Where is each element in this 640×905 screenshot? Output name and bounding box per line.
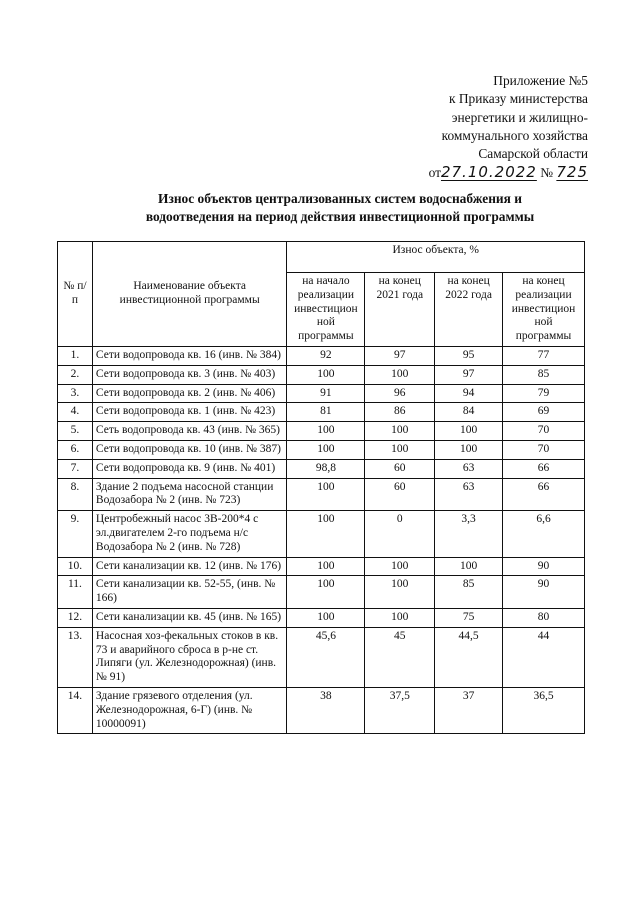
value-2022: 97	[435, 365, 503, 384]
number-prefix: №	[540, 165, 553, 181]
value-start: 100	[287, 576, 365, 609]
value-2021: 37,5	[365, 687, 435, 733]
row-name: Сети водопровода кв. 10 (инв. № 387)	[92, 440, 287, 459]
value-2021: 0	[365, 511, 435, 557]
value-end: 80	[503, 608, 585, 627]
value-start: 100	[287, 365, 365, 384]
value-start: 100	[287, 478, 365, 511]
row-number: 3.	[58, 384, 93, 403]
value-start: 81	[287, 403, 365, 422]
value-2022: 95	[435, 346, 503, 365]
table-row	[58, 459, 585, 478]
value-start: 45,6	[287, 627, 365, 687]
row-number: 13.	[58, 627, 93, 687]
document-title	[60, 190, 620, 226]
table-row	[58, 403, 585, 422]
row-name: Здание 2 подъема насосной станции Водозабора № 2 (инв. № 723)	[92, 478, 287, 511]
value-2021: 100	[365, 422, 435, 441]
row-name: Центробежный насос 3В-200*4 с эл.двигателем 2-го подъема н/с Водозабора № 2 (инв. № 728)	[92, 511, 287, 557]
column-header-start: на начало реализации инвестицион ной программы	[287, 273, 365, 347]
row-name: Сети канализации кв. 12 (инв. № 176)	[92, 557, 287, 576]
row-name: Сети водопровода кв. 2 (инв. № 406)	[92, 384, 287, 403]
row-name: Здание грязевого отделения (ул. Железнодорожная, 6-Г) (инв. № 10000091)	[92, 687, 287, 733]
table-row	[58, 511, 585, 557]
value-end: 85	[503, 365, 585, 384]
value-2022: 100	[435, 422, 503, 441]
column-header-number: № п/п	[58, 242, 93, 347]
value-2022: 63	[435, 459, 503, 478]
table-row	[58, 346, 585, 365]
column-header-name: Наименование объекта инвестиционной программы	[92, 242, 287, 347]
value-end: 70	[503, 440, 585, 459]
value-start: 100	[287, 511, 365, 557]
value-end: 6,6	[503, 511, 585, 557]
value-2021: 100	[365, 440, 435, 459]
value-2022: 85	[435, 576, 503, 609]
value-2022: 37	[435, 687, 503, 733]
row-name: Насосная хоз-фекальных стоков в кв. 73 и аварийного сброса в р-не ст. Липяги (ул. Железнодорожная) (инв. № 91)	[92, 627, 287, 687]
value-end: 36,5	[503, 687, 585, 733]
value-2021: 100	[365, 365, 435, 384]
value-start: 98,8	[287, 459, 365, 478]
order-date-number	[429, 163, 588, 182]
value-start: 100	[287, 440, 365, 459]
value-start: 100	[287, 608, 365, 627]
header-line: к Приказу министерства	[449, 91, 588, 107]
row-number: 1.	[58, 346, 93, 365]
column-header-wear-group: Износ объекта, %	[287, 242, 585, 273]
table-row	[58, 422, 585, 441]
row-number: 10.	[58, 557, 93, 576]
wear-table	[57, 241, 585, 734]
handwritten-date: 27.10.2022	[440, 163, 537, 182]
value-end: 70	[503, 422, 585, 441]
table-row	[58, 384, 585, 403]
appendix-header	[429, 72, 588, 183]
row-number: 6.	[58, 440, 93, 459]
value-2021: 97	[365, 346, 435, 365]
value-2022: 94	[435, 384, 503, 403]
value-2021: 60	[365, 478, 435, 511]
title-line: водоотведения на период действия инвестиционной программы	[145, 208, 535, 224]
value-start: 92	[287, 346, 365, 365]
row-name: Сети канализации кв. 45 (инв. № 165)	[92, 608, 287, 627]
value-2021: 100	[365, 608, 435, 627]
value-start: 38	[287, 687, 365, 733]
row-number: 11.	[58, 576, 93, 609]
row-number: 7.	[58, 459, 93, 478]
value-2022: 44,5	[435, 627, 503, 687]
value-end: 79	[503, 384, 585, 403]
value-2021: 60	[365, 459, 435, 478]
value-2021: 86	[365, 403, 435, 422]
value-2022: 100	[435, 440, 503, 459]
value-end: 90	[503, 557, 585, 576]
value-end: 90	[503, 576, 585, 609]
column-header-end: на конец реализации инвестицион ной программы	[503, 273, 585, 347]
value-end: 66	[503, 459, 585, 478]
row-number: 5.	[58, 422, 93, 441]
value-2022: 75	[435, 608, 503, 627]
column-header-2022: на конец 2022 года	[435, 273, 503, 347]
value-end: 66	[503, 478, 585, 511]
table-row	[58, 687, 585, 733]
value-start: 91	[287, 384, 365, 403]
row-name: Сеть водопровода кв. 43 (инв. № 365)	[92, 422, 287, 441]
date-prefix: от	[428, 165, 441, 181]
row-name: Сети водопровода кв. 16 (инв. № 384)	[92, 346, 287, 365]
table-row	[58, 440, 585, 459]
row-name: Сети водопровода кв. 1 (инв. № 423)	[92, 403, 287, 422]
column-header-2021: на конец 2021 года	[365, 273, 435, 347]
handwritten-number: 725	[556, 163, 588, 182]
row-name: Сети водопровода кв. 9 (инв. № 401)	[92, 459, 287, 478]
header-line: энергетики и жилищно-	[451, 109, 588, 125]
table-row	[58, 478, 585, 511]
value-2021: 96	[365, 384, 435, 403]
title-line: Износ объектов централизованных систем водоснабжения и	[158, 191, 522, 206]
value-2021: 100	[365, 576, 435, 609]
value-end: 77	[503, 346, 585, 365]
value-end: 44	[503, 627, 585, 687]
table-row	[58, 557, 585, 576]
row-name: Сети канализации кв. 52-55, (инв. № 166)	[92, 576, 287, 609]
row-number: 12.	[58, 608, 93, 627]
table-row	[58, 576, 585, 609]
value-2022: 63	[435, 478, 503, 511]
value-start: 100	[287, 557, 365, 576]
row-number: 14.	[58, 687, 93, 733]
value-2021: 100	[365, 557, 435, 576]
row-number: 4.	[58, 403, 93, 422]
row-name: Сети водопровода кв. 3 (инв. № 403)	[92, 365, 287, 384]
header-line: Самарской области	[478, 146, 588, 162]
table-row	[58, 365, 585, 384]
table-row	[58, 627, 585, 687]
value-2022: 3,3	[435, 511, 503, 557]
header-line: коммунального хозяйства	[441, 127, 588, 143]
header-line: Приложение №5	[493, 73, 588, 88]
row-number: 2.	[58, 365, 93, 384]
value-2022: 84	[435, 403, 503, 422]
value-start: 100	[287, 422, 365, 441]
value-end: 69	[503, 403, 585, 422]
row-number: 9.	[58, 511, 93, 557]
value-2021: 45	[365, 627, 435, 687]
row-number: 8.	[58, 478, 93, 511]
value-2022: 100	[435, 557, 503, 576]
table-row	[58, 608, 585, 627]
